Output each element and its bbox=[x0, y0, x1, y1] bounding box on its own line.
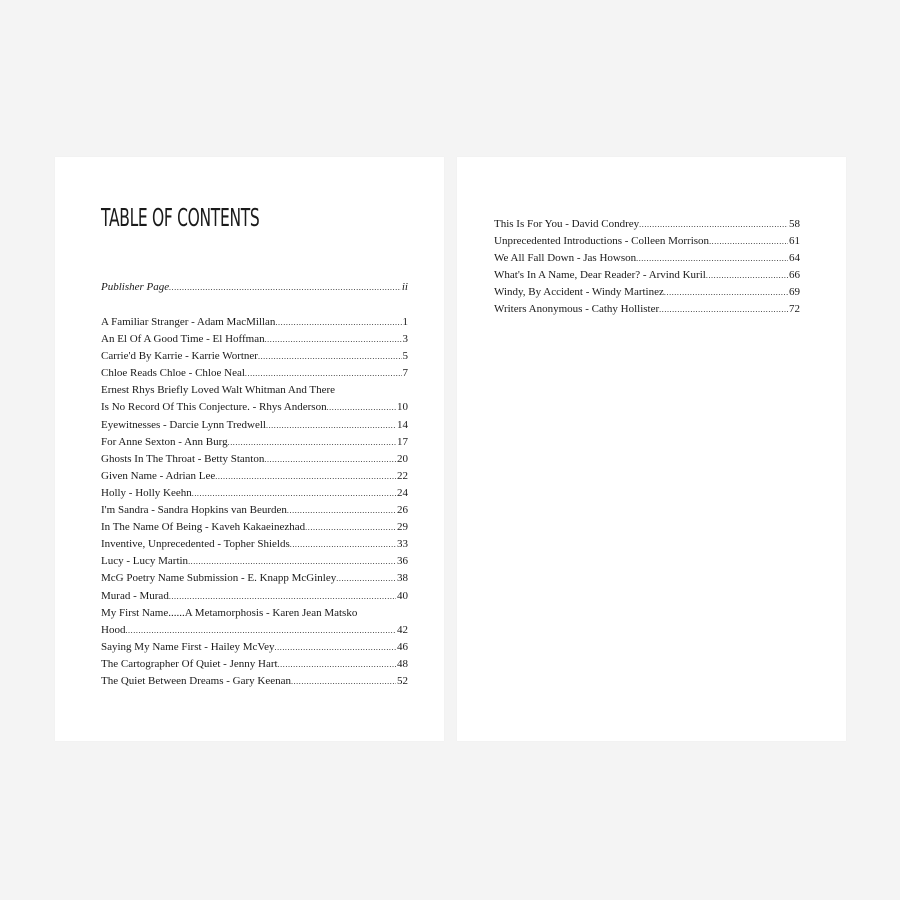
dot-leader bbox=[664, 284, 788, 301]
toc-entry-title: Windy, By Accident - Windy Martinez bbox=[494, 286, 664, 299]
dot-leader bbox=[636, 250, 788, 267]
toc-entry[interactable] bbox=[101, 622, 408, 639]
toc-entry[interactable] bbox=[101, 348, 408, 365]
toc-entry-page: 40 bbox=[397, 589, 408, 602]
toc-entry-title: My First Name......A Metamorphosis - Karen Jean Matsko bbox=[101, 606, 358, 619]
toc-list-right bbox=[494, 216, 800, 319]
toc-entry[interactable] bbox=[101, 399, 408, 416]
dot-leader bbox=[125, 622, 396, 639]
toc-entry[interactable] bbox=[101, 588, 408, 605]
toc-entry-page: 64 bbox=[789, 252, 800, 265]
left-page bbox=[55, 157, 444, 741]
toc-entry-page: 61 bbox=[789, 235, 800, 248]
dot-leader bbox=[275, 639, 396, 656]
dot-leader bbox=[215, 468, 396, 485]
toc-entry-title: Inventive, Unprecedented - Topher Shields bbox=[101, 538, 290, 551]
dot-leader bbox=[192, 485, 396, 502]
toc-entry-title: What's In A Name, Dear Reader? - Arvind Kuril bbox=[494, 269, 706, 282]
toc-entry-page: 5 bbox=[402, 350, 408, 363]
toc-entry-page: 20 bbox=[397, 452, 408, 465]
toc-entry-page: 46 bbox=[397, 640, 408, 653]
toc-heading: TABLE OF CONTENTS bbox=[101, 203, 260, 232]
dot-leader bbox=[265, 331, 402, 348]
toc-entry-page: 24 bbox=[397, 486, 408, 499]
dot-leader bbox=[706, 267, 788, 284]
toc-entry-title: Hood bbox=[101, 623, 126, 636]
toc-entry[interactable] bbox=[101, 365, 408, 382]
toc-entry-page: 33 bbox=[397, 538, 408, 551]
toc-entry[interactable] bbox=[101, 605, 408, 622]
right-page bbox=[457, 157, 846, 741]
toc-entry-page: 38 bbox=[397, 572, 408, 585]
toc-entry[interactable] bbox=[101, 553, 408, 570]
toc-entry-title: Writers Anonymous - Cathy Hollister bbox=[494, 303, 660, 316]
dot-leader bbox=[336, 570, 396, 587]
toc-entry-page: 3 bbox=[402, 333, 408, 346]
toc-entry-title: McG Poetry Name Submission - E. Knapp McGinley bbox=[101, 572, 337, 585]
toc-entry-page: 52 bbox=[397, 674, 408, 687]
dot-leader bbox=[287, 502, 396, 519]
toc-entry-title: The Quiet Between Dreams - Gary Keenan bbox=[101, 674, 291, 687]
toc-entry-title: Publisher Page bbox=[101, 281, 170, 293]
toc-entry-page: 72 bbox=[789, 303, 800, 316]
toc-entry[interactable] bbox=[101, 570, 408, 587]
dot-leader bbox=[639, 216, 788, 233]
dot-leader bbox=[245, 365, 402, 382]
toc-entry-title: We All Fall Down - Jas Howson bbox=[494, 252, 637, 265]
toc-entry-title: Ernest Rhys Briefly Loved Walt Whitman And There bbox=[101, 384, 336, 397]
toc-entry-page: 42 bbox=[397, 623, 408, 636]
toc-entry[interactable] bbox=[101, 485, 408, 502]
toc-entry-title: Given Name - Adrian Lee bbox=[101, 469, 216, 482]
toc-entry-title: Chloe Reads Chloe - Chloe Neal bbox=[101, 367, 245, 380]
toc-entry-title: Saying My Name First - Hailey McVey bbox=[101, 640, 275, 653]
toc-entry[interactable] bbox=[101, 502, 408, 519]
dot-leader bbox=[258, 348, 402, 365]
toc-entry[interactable] bbox=[101, 468, 408, 485]
toc-entry-title: For Anne Sexton - Ann Burg bbox=[101, 435, 228, 448]
toc-entry[interactable] bbox=[101, 536, 408, 553]
dot-leader bbox=[188, 553, 396, 570]
toc-entry-title: Eyewitnesses - Darcie Lynn Tredwell bbox=[101, 418, 266, 431]
toc-entry-page: 29 bbox=[397, 521, 408, 534]
toc-entry[interactable] bbox=[101, 314, 408, 331]
toc-entry-page: 36 bbox=[397, 555, 408, 568]
toc-entry[interactable] bbox=[101, 417, 408, 434]
toc-entry[interactable] bbox=[494, 267, 800, 284]
toc-entry[interactable] bbox=[101, 639, 408, 656]
dot-leader bbox=[290, 536, 396, 553]
dot-leader bbox=[659, 301, 788, 318]
toc-entry[interactable] bbox=[101, 519, 408, 536]
toc-entry[interactable] bbox=[494, 284, 800, 301]
dot-leader bbox=[291, 673, 396, 690]
toc-entry[interactable] bbox=[101, 451, 408, 468]
toc-entry[interactable] bbox=[101, 331, 408, 348]
toc-entry-page: 26 bbox=[397, 504, 408, 517]
dot-leader bbox=[709, 233, 788, 250]
toc-entry-title: Is No Record Of This Conjecture. - Rhys Anderson bbox=[101, 401, 327, 414]
toc-entry[interactable] bbox=[101, 673, 408, 690]
toc-entry[interactable] bbox=[101, 656, 408, 673]
toc-entry[interactable] bbox=[494, 250, 800, 267]
toc-entry[interactable] bbox=[101, 382, 408, 399]
toc-entry-page: 69 bbox=[789, 286, 800, 299]
toc-entry-title: Ghosts In The Throat - Betty Stanton bbox=[101, 452, 265, 465]
dot-leader bbox=[169, 588, 396, 605]
toc-entry[interactable] bbox=[494, 233, 800, 250]
dot-leader bbox=[275, 314, 401, 331]
toc-entry-title: Unprecedented Introductions - Colleen Morrison bbox=[494, 235, 710, 248]
dot-leader bbox=[266, 417, 396, 434]
dot-leader bbox=[264, 451, 396, 468]
toc-entry-title: Carrie'd By Karrie - Karrie Wortner bbox=[101, 350, 258, 363]
toc-entry-title: An El Of A Good Time - El Hoffman bbox=[101, 333, 265, 346]
dot-leader bbox=[278, 656, 396, 673]
toc-entry-title: This Is For You - David Condrey bbox=[494, 218, 640, 230]
toc-list-left bbox=[101, 314, 408, 690]
toc-entry-title: I'm Sandra - Sandra Hopkins van Beurden bbox=[101, 504, 287, 517]
toc-entry-page: 48 bbox=[397, 657, 408, 670]
toc-entry-title: Holly - Holly Keehn bbox=[101, 486, 192, 499]
toc-entry-page: 14 bbox=[397, 418, 408, 431]
toc-entry[interactable] bbox=[101, 434, 408, 451]
toc-entry-page: 66 bbox=[789, 269, 800, 282]
toc-entry-page: 7 bbox=[402, 367, 408, 380]
toc-entry-page: 22 bbox=[397, 469, 408, 482]
toc-entry-publisher-page[interactable] bbox=[101, 279, 408, 296]
toc-entry-page: 10 bbox=[397, 401, 408, 414]
toc-entry-page: 17 bbox=[397, 435, 408, 448]
toc-entry[interactable] bbox=[494, 216, 800, 233]
toc-entry[interactable] bbox=[494, 301, 800, 318]
toc-entry-title: The Cartographer Of Quiet - Jenny Hart bbox=[101, 657, 278, 670]
dot-leader bbox=[305, 519, 396, 536]
toc-entry-title: Murad - Murad bbox=[101, 589, 169, 602]
dot-leader bbox=[327, 399, 396, 416]
dot-leader bbox=[169, 279, 401, 296]
toc-entry-page: 58 bbox=[789, 218, 800, 230]
toc-entry-page: ii bbox=[401, 281, 408, 293]
toc-entry-page: 1 bbox=[402, 316, 408, 328]
toc-entry-title: In The Name Of Being - Kaveh Kakaeinezhad bbox=[101, 521, 306, 534]
toc-entry-title: Lucy - Lucy Martin bbox=[101, 555, 189, 568]
toc-entry-title: A Familiar Stranger - Adam MacMillan bbox=[101, 316, 276, 328]
dot-leader bbox=[228, 434, 396, 451]
